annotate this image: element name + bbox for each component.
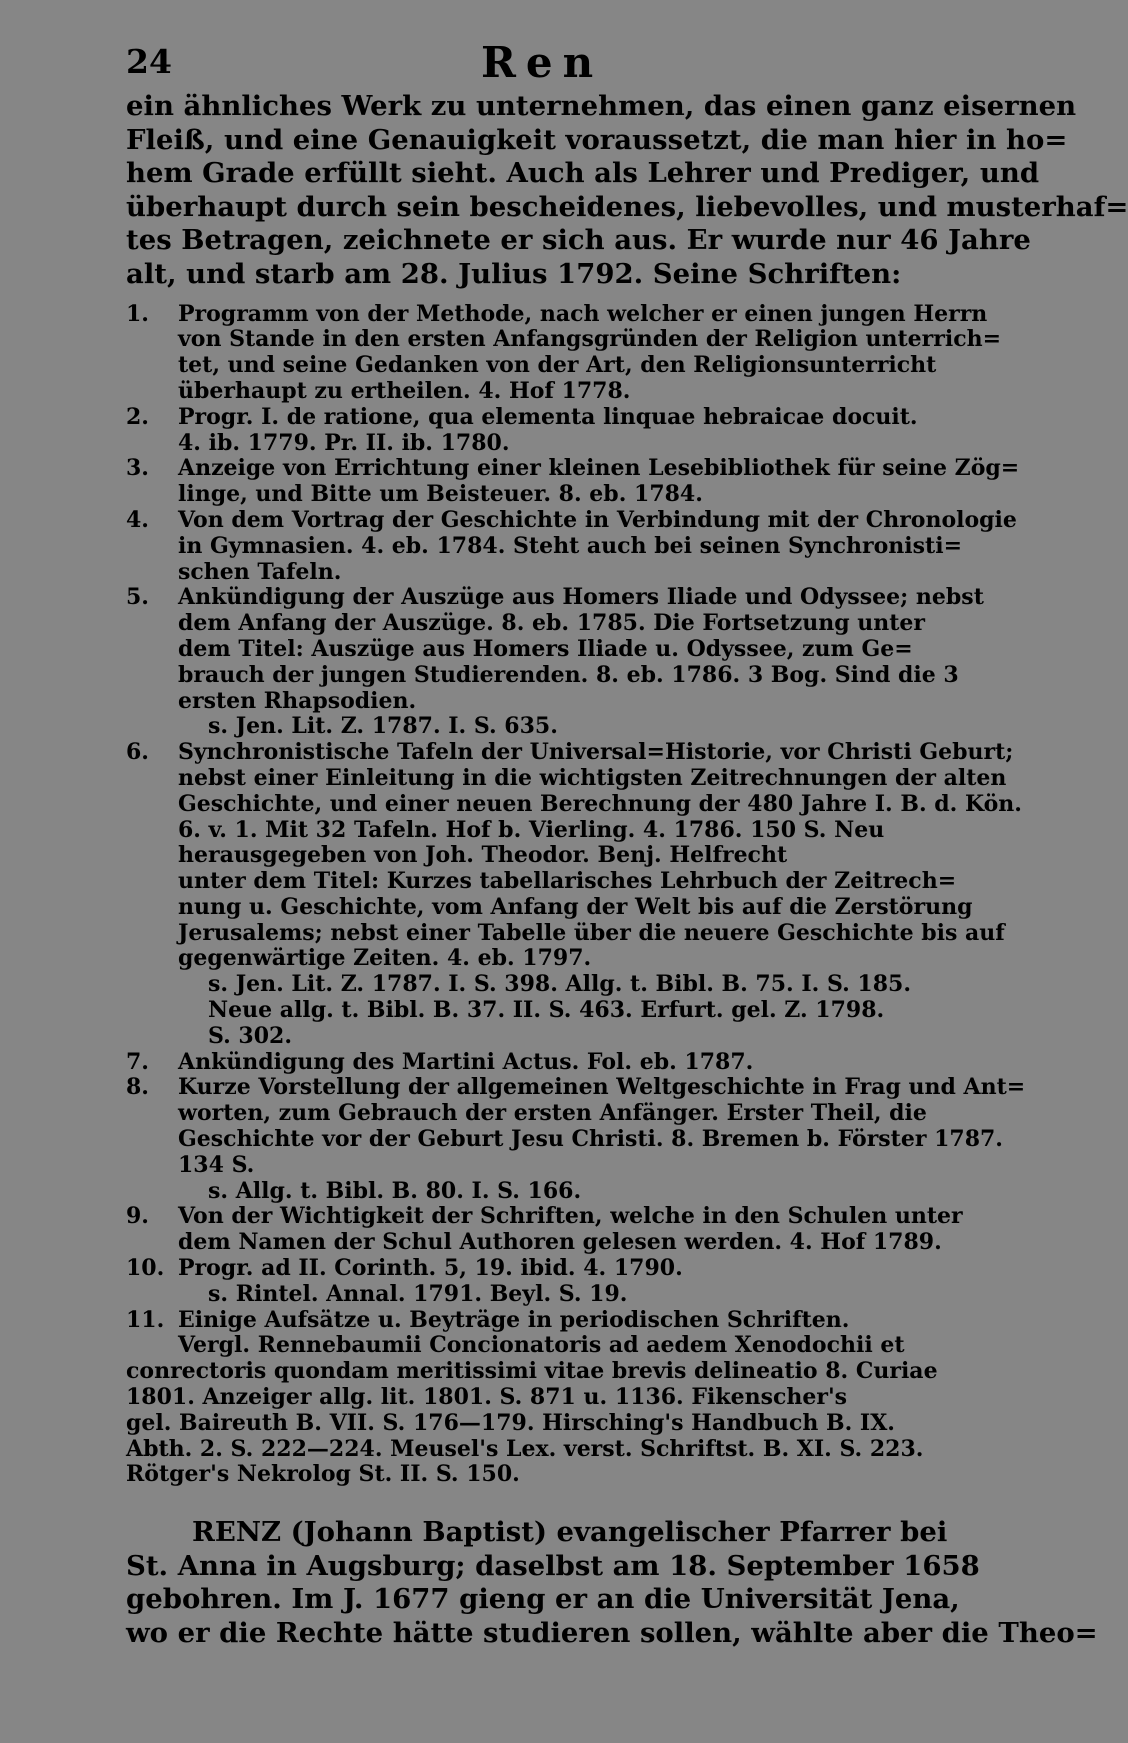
work-line: Progr. ad II. Corinth. 5, 19. ibid. 4. 1790.: [178, 1255, 683, 1282]
work-entry: [126, 1204, 966, 1256]
work-entry: [126, 1074, 1026, 1178]
reference-line: Vergl. Rennebaumii Concionatoris ad aedem Xenodochii et: [178, 1332, 905, 1359]
work-line: nebst einer Einleitung in die wichtigsten Zeitrechnungen der alten: [178, 764, 1007, 791]
work-line: Geschichte, und einer neuen Berechnung der 480 Jahre I. B. d. Kön.: [178, 790, 1022, 817]
work-line: Ankündigung des Martini Actus. Fol. eb. 1787.: [178, 1048, 754, 1075]
work-line: dem Namen der Schul Authoren gelesen werden. 4. Hof 1789.: [178, 1229, 942, 1256]
work-entry: [126, 584, 984, 714]
reference-line: Neue allg. t. Bibl. B. 37. II. S. 463. Erfurt. gel. Z. 1798.: [208, 997, 885, 1024]
reference-line: s. Jen. Lit. Z. 1787. I. S. 635.: [208, 713, 558, 740]
text-line: wo er die Rechte hätte studieren sollen, wählte aber die Theo=: [126, 1617, 1098, 1649]
work-line: nung u. Geschichte, vom Anfang der Welt bis auf die Zerstörung: [178, 893, 973, 920]
reference-line: s. Rintel. Annal. 1791. Beyl. S. 19.: [208, 1280, 628, 1307]
work-line: Anzeige von Errichtung einer kleinen Lesebibliothek für seine Zög=: [178, 455, 1020, 482]
work-line: gegenwärtige Zeiten. 4. eb. 1797.: [178, 945, 592, 972]
work-line: Ankündigung der Auszüge aus Homers Iliade und Odyssee; nebst: [178, 584, 984, 611]
work-entry: [126, 405, 966, 457]
reference-line: 1801. Anzeiger allg. lit. 1801. S. 871 u. 1136. Fikenscher's: [126, 1384, 848, 1411]
work-number: 1.: [126, 300, 149, 327]
intro-paragraph: [126, 90, 1128, 292]
work-number: 11.: [126, 1306, 165, 1333]
work-number: 9.: [126, 1203, 149, 1230]
work-number: 5.: [126, 584, 149, 611]
work-line: von Stande in den ersten Anfangsgründen der Religion unterrich=: [178, 326, 1002, 353]
text-line: ein ähnliches Werk zu unternehmen, das einen ganz eisernen: [126, 90, 1077, 122]
work-line: dem Titel: Auszüge aus Homers Iliade u. Odyssee, zum Ge=: [178, 635, 913, 662]
page-number: 24: [126, 42, 172, 81]
text-line: tes Betragen, zeichnete er sich aus. Er wurde nur 46 Jahre: [126, 224, 1031, 257]
review-reference: [126, 972, 966, 1049]
work-line: Synchronistische Tafeln der Universal=Historie, vor Christi Geburt;: [178, 739, 1014, 766]
work-line: dem Anfang der Auszüge. 8. eb. 1785. Die Fortsetzung unter: [178, 610, 926, 637]
work-line: schen Tafeln.: [178, 558, 342, 585]
work-line: worten, zum Gebrauch der ersten Anfänger. Erster Theil, die: [178, 1100, 927, 1127]
work-line: 6. v. 1. Mit 32 Tafeln. Hof b. Vierling. 4. 1786. 150 S. Neu: [178, 816, 885, 843]
renz-entry: [126, 1516, 1098, 1650]
work-line: Einige Aufsätze u. Beyträge in periodischen Schriften.: [178, 1306, 850, 1333]
work-number: 7.: [126, 1048, 149, 1075]
reference-line: conrectoris quondam meritissimi vitae brevis delineatio 8. Curiae: [126, 1358, 938, 1385]
work-line: Von dem Vortrag der Geschichte in Verbindung mit der Chronologie: [178, 506, 1017, 533]
page-header: [126, 38, 966, 88]
work-number: 2.: [126, 403, 149, 430]
running-head: Ren: [481, 38, 604, 87]
work-number: 10.: [126, 1255, 165, 1282]
work-entry: [126, 739, 1022, 972]
work-line: linge, und Bitte um Beisteuer. 8. eb. 1784.: [178, 481, 703, 508]
work-line: in Gymnasien. 4. eb. 1784. Steht auch bei seinen Synchronisti=: [178, 532, 962, 559]
work-line: Programm von der Methode, nach welcher er einen jungen Herrn: [178, 300, 988, 327]
text-line: gebohren. Im J. 1677 gieng er an die Universität Jena,: [126, 1583, 960, 1616]
work-line: überhaupt zu ertheilen. 4. Hof 1778.: [178, 377, 631, 404]
work-entry: [126, 1050, 966, 1076]
reference-line: S. 302.: [208, 1022, 293, 1049]
work-number: 4.: [126, 506, 149, 533]
text-line: hem Grade erfüllt sieht. Auch als Lehrer und Prediger, und: [126, 157, 1040, 190]
work-line: tet, und seine Gedanken von der Art, den Religionsunterricht: [178, 352, 937, 379]
work-number: 8.: [126, 1074, 149, 1101]
reference-line: s. Allg. t. Bibl. B. 80. I. S. 166.: [208, 1177, 582, 1204]
see-also-references: [126, 1333, 966, 1488]
work-entry: [126, 1256, 966, 1282]
review-reference: [126, 1179, 966, 1205]
text-line: RENZ (Johann Baptist) evangelischer Pfarrer bei: [192, 1516, 948, 1549]
work-line: ersten Rhapsodien.: [178, 687, 417, 714]
work-entry: [126, 1308, 966, 1334]
text-line: St. Anna in Augsburg; daselbst am 18. September 1658: [126, 1549, 980, 1582]
review-reference: [126, 714, 966, 740]
reference-line: Rötger's Nekrolog St. II. S. 150.: [126, 1461, 520, 1488]
work-line: herausgegeben von Joh. Theodor. Benj. Helfrecht: [178, 842, 788, 869]
work-line: unter dem Titel: Kurzes tabellarisches Lehrbuch der Zeitrech=: [178, 868, 957, 895]
reference-line: gel. Baireuth B. VII. S. 176—179. Hirsching's Handbuch B. IX.: [126, 1409, 895, 1436]
work-entry: [126, 300, 1002, 405]
work-number: 6.: [126, 739, 149, 766]
work-line: Von der Wichtigkeit der Schriften, welche in den Schulen unter: [178, 1203, 963, 1230]
work-line: brauch der jungen Studierenden. 8. eb. 1786. 3 Bog. Sind die 3: [178, 661, 959, 688]
text-line: Fleiß, und eine Genauigkeit voraussetzt, die man hier in ho=: [126, 123, 1068, 156]
review-reference: [126, 1282, 966, 1308]
text-line: überhaupt durch sein bescheidenes, liebevolles, und musterhaf=: [126, 190, 1128, 223]
works-list: [126, 300, 1026, 1489]
work-line: Progr. I. de ratione, qua elementa linquae hebraicae docuit.: [178, 403, 918, 430]
work-line: Kurze Vorstellung der allgemeinen Weltgeschichte in Frag und Ant=: [178, 1074, 1026, 1101]
reference-line: Abth. 2. S. 222—224. Meusel's Lex. verst. Schriftst. B. XI. S. 223.: [126, 1435, 924, 1462]
work-number: 3.: [126, 455, 149, 482]
text-line: alt, und starb am 28. Julius 1792. Seine Schriften:: [126, 257, 902, 290]
reference-line: s. Jen. Lit. Z. 1787. I. S. 398. Allg. t. Bibl. B. 75. I. S. 185.: [208, 971, 911, 998]
work-line: Jerusalems; nebst einer Tabelle über die neuere Geschichte bis auf: [178, 919, 1005, 946]
work-line: 4. ib. 1779. Pr. II. ib. 1780.: [178, 429, 510, 456]
work-entry: [126, 455, 1020, 508]
work-entry: [126, 506, 1017, 585]
work-line: 134 S.: [178, 1151, 255, 1178]
work-line: Geschichte vor der Geburt Jesu Christi. 8. Bremen b. Förster 1787.: [178, 1126, 1003, 1153]
